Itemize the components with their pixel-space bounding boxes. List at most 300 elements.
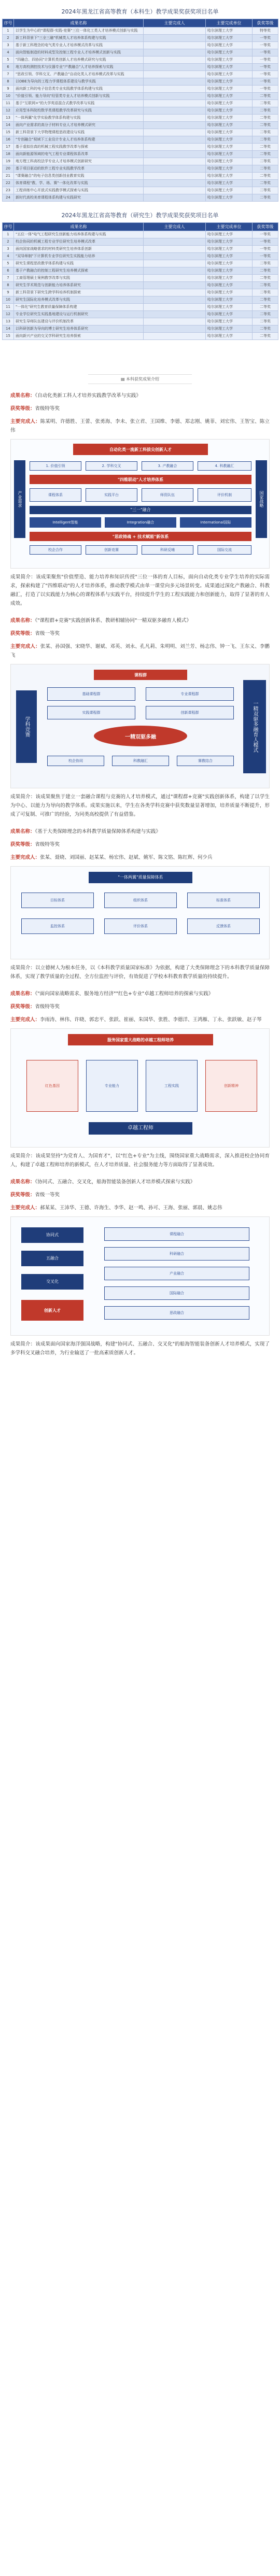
cell-people [144,325,206,333]
diagram-step: 创新人才 [21,1300,83,1321]
cell-index: 1 [3,231,14,238]
grad-table-title: 2024年黑龙江省高等教育（研究生）教学成果奖获奖项目名单 [61,212,219,219]
result-5 [0,1178,280,1357]
diagram-block: 反馈体系 [187,918,260,934]
cell-index: 7 [3,71,14,78]
cell-index: 11 [3,100,14,107]
diagram-block: 目标体系 [21,893,94,908]
diagram-side: 课程融合 [104,1227,249,1241]
cell-level: 二等奖 [253,333,278,340]
cell-index: 22 [3,180,14,187]
cell-people [144,275,206,282]
cell-name: 基于"互联网+"的大学英语混合式教学改革与实践 [14,100,144,107]
table-row [3,49,278,56]
cell-people [144,78,206,86]
table-row [3,56,278,64]
cell-people [144,238,206,246]
cell-index: 12 [3,107,14,115]
diagram-step: 协同式 [21,1227,83,1243]
cell-index: 4 [3,253,14,260]
table-row [3,325,278,333]
cell-name: 基于项目驱动的软件工程专业实践教学改革 [14,165,144,173]
cell-name: 研究生学术规范与创新能力培养体系研究 [14,282,144,289]
cell-name: 新工科背景下大学物理课程思政建设与实践 [14,129,144,136]
cell-people [144,187,206,194]
cell-index: 15 [3,129,14,136]
diagram-item: 基础课程群 [47,687,135,701]
table-row [3,129,278,136]
table-row [3,187,278,194]
cell-level: 二等奖 [253,115,278,122]
table-row [3,231,278,238]
cell-people [144,86,206,93]
cell-unit: 哈尔滨理工大学 [206,86,253,93]
cell-people [144,122,206,129]
cell-name: 工程训练中心开放式实践教学模式探索与实践 [14,187,144,194]
cell-unit: 哈尔滨理工大学 [206,27,253,35]
cell-unit: 哈尔滨理工大学 [206,93,253,100]
cell-index: 2 [3,35,14,42]
result-award-label: 获奖等级： [10,406,35,412]
ug-award-table [2,19,278,202]
cell-index: 9 [3,86,14,93]
table-row [3,194,278,202]
result-people: 张某、孙国强、宋晓华、谢斌、邓英、刘永、孔凡莉、朱明明、刘兰芳、杨志伟、钟一飞、王东义、李鹏飞 [10,644,270,658]
table-row [3,333,278,340]
cell-people [144,282,206,289]
result-5-diagram [10,1216,270,1336]
cell-unit: 哈尔滨理工大学 [206,42,253,49]
result-name-label: 成果名称： [10,991,35,997]
diagram-right-label: 国家战略 [256,460,267,538]
cell-index: 3 [3,42,14,49]
cell-level: 二等奖 [253,304,278,311]
cell-level: 二等奖 [253,296,278,304]
diagram-pill: Integration融合 [105,517,176,528]
cell-level: 一等奖 [253,42,278,49]
table-row [3,27,278,35]
table-row [3,165,278,173]
result-2-diagram [10,664,270,788]
diagram-core: 一精双驱多融 [94,726,187,746]
result-name: 《基于大类保障理念的本科教学质量保障体系构建与实践》 [35,829,161,834]
diagram-step: 4. 科教融汇 [198,461,251,471]
cell-unit: 哈尔滨理工大学 [206,253,253,260]
diagram-step: 1. 价值引领 [30,461,81,471]
cell-index: 6 [3,64,14,71]
result-1 [0,391,280,608]
cell-level: 二等奖 [253,165,278,173]
diagram-title: 自动化类一流新工科拔尖创新人才 [73,444,208,455]
result-award-label: 获奖等级： [10,631,35,636]
result-1-diagram [10,439,270,569]
col-header-name: 成果名称 [14,19,144,27]
result-award-label: 获奖等级： [10,1192,35,1198]
cell-name: "一体化"研究生教育质量保障体系构建 [14,304,144,311]
cell-index: 15 [3,333,14,340]
cell-level: 二等奖 [253,260,278,267]
cell-name: 校企协同的机械工程专业学位研究生培养模式改革 [14,238,144,246]
cell-level: 特等奖 [253,27,278,35]
diagram-title: 服务国家重大战略的卓越工程师培养 [68,1034,213,1045]
cell-name: 研究生课程思政教学体系构建与实践 [14,260,144,267]
diagram-mid-band: "四维联动"人才培养体系 [30,475,251,484]
cell-index: 5 [3,260,14,267]
diagram-center-label: 课程群 [94,670,187,680]
diagram-step: 3. 产教融合 [142,461,193,471]
cell-level: 一等奖 [253,253,278,260]
table-row [3,238,278,246]
cell-index: 1 [3,27,14,35]
cell-unit: 哈尔滨理工大学 [206,78,253,86]
table-row [3,318,278,325]
table-row [3,64,278,71]
cell-unit: 哈尔滨理工大学 [206,231,253,238]
cell-people [144,318,206,325]
cell-people [144,194,206,202]
cell-people [144,173,206,180]
result-people: 张某、聂晓、刘国丽、赵某某、杨宏伟、赵斌、姚军、陈文铭、陈红辉、何少兵 [40,855,213,860]
result-people-label: 主要完成人： [10,644,40,649]
cell-people [144,115,206,122]
diagram-base: 国际交流 [198,545,251,555]
cell-index: 18 [3,151,14,158]
diagram-step: 交叉化 [21,1274,83,1290]
cell-people [144,49,206,56]
cell-people [144,296,206,304]
cell-unit: 哈尔滨理工大学 [206,304,253,311]
diagram-block: 评价体系 [104,918,177,934]
result-desc: 成果简介：该成果聚焦"价值塑造、能力培养和知识传授"三位一体的育人目标，面向自动化类专业学生培养的实际需求，探索构建了"四维联动"的人才培养体系，推动教学模式由单一课堂向多元场景转变。成果通过深化产教融合、科教融汇，打造了以实践能力为核心的课程体系与实践平台，持续提升学生的工程实践能力和创新能力，取得了显著的育人成效。 [10,574,270,606]
cell-unit: 哈尔滨理工大学 [206,158,253,165]
cell-unit: 哈尔滨理工大学 [206,289,253,296]
cell-unit: 哈尔滨理工大学 [206,49,253,56]
cell-unit: 哈尔滨理工大学 [206,187,253,194]
table-row [3,136,278,144]
diagram-block: 组织体系 [104,893,177,908]
col-header-people: 主要完成人 [144,223,206,231]
result-people: 李雨涛、林伟、许晓、郭忠平、张跃、崔丽、朱国华、张胜、李德洋、王鸿雁、丁永、张跃敏、赵子琴 [40,1017,262,1023]
cell-name: 以科研创新为导向的博士研究生培养体系研究 [14,325,144,333]
cell-unit: 哈尔滨理工大学 [206,246,253,253]
cell-people [144,64,206,71]
table-row [3,282,278,289]
diagram-bottom: 赛教结合 [177,756,234,766]
cell-name: 应用型本科院校数学类课程教学改革研究与实践 [14,107,144,115]
cell-people [144,35,206,42]
cell-name: 面向国家战略需求的材料类研究生培养体系创新 [14,246,144,253]
cell-index: 20 [3,165,14,173]
cell-people [144,304,206,311]
cell-level: 二等奖 [253,107,278,115]
cell-level: 二等奖 [253,129,278,136]
cell-name: 新工科背景下研究生跨学科培养机制探索 [14,289,144,296]
cell-unit: 哈尔滨理工大学 [206,325,253,333]
cell-people [144,27,206,35]
ug-table-title: 2024年黑龙江省高等教育（本科生）教学成果奖获奖项目名单 [61,8,219,15]
cell-index: 12 [3,311,14,318]
table-row [3,267,278,275]
cell-people [144,136,206,144]
diagram-pill: International国际 [180,517,251,528]
diagram-bottom: 校企协同 [47,756,104,766]
cell-level: 二等奖 [253,187,278,194]
diagram-side: 产业融合 [104,1267,249,1280]
cell-level: 二等奖 [253,318,278,325]
diagram-bottom: 科教融汇 [112,756,169,766]
cell-people [144,93,206,100]
cell-unit: 哈尔滨理工大学 [206,311,253,318]
result-3 [0,827,280,981]
cell-people [144,260,206,267]
cell-unit: 哈尔滨理工大学 [206,144,253,151]
col-header-unit: 主要完成单位 [206,19,253,27]
cell-level: 二等奖 [253,282,278,289]
diagram-title: "一体两翼"质量保障体系 [89,872,192,883]
cell-people [144,165,206,173]
cell-name: 基于新工科理念的电气类专业人才培养模式改革与实践 [14,42,144,49]
cell-index: 21 [3,173,14,180]
cell-index: 17 [3,144,14,151]
diagram-pillar: 工程实践 [146,1060,198,1112]
cell-unit: 哈尔滨理工大学 [206,238,253,246]
cell-name: 面向新兴产业的交叉学科研究生培养探索 [14,333,144,340]
cell-people [144,71,206,78]
result-people: 陈某明、许德胜、王蕾、张勇海、李未、张立君、王国维、李德、郑志刚、姚菲、刘宏伟、王智宝、陈立伟 [10,419,270,433]
cell-unit: 哈尔滨理工大学 [206,71,253,78]
cell-level: 二等奖 [253,180,278,187]
cell-unit: 哈尔滨理工大学 [206,151,253,158]
cell-name: "价值引领、能力导向"经管类专业人才培养模式创新与实践 [14,93,144,100]
cell-name: 面向新工科的电子信息类专业实践教学体系构建与实践 [14,86,144,93]
cell-name: 专业学位研究生实践基地建设与运行机制研究 [14,311,144,318]
result-name: 《"课程群+竞赛"实践创新体系、教研相辅协同"一精双驱多融育人模式》 [35,618,191,624]
diagram-left-label: 学科竞赛 [16,690,37,763]
result-4 [0,989,280,1169]
cell-level: 一等奖 [253,56,278,64]
cell-unit: 哈尔滨理工大学 [206,173,253,180]
result-desc: 成果简介：该成果聚焦于建立一套融合课程与竞赛的人才培养模式，通过"课程群+竞赛"实践创新体系，构建了以学生为中心、以能力为导向的教学体系。成果实施以来，学生在各类学科竞赛中获奖数量显著增加，培养质量不断提升，形成了可复制、可推广的经验，为同类高校提供了有益借鉴。 [10,794,270,817]
diagram-pillar: 红色基因 [26,1060,78,1112]
cell-name: "双导师制"下计算机专业学位研究生实践能力培养 [14,253,144,260]
diagram-bottom: 卓越工程师 [89,1122,192,1135]
cell-index: 13 [3,318,14,325]
cell-index: 10 [3,93,14,100]
table-row [3,296,278,304]
result-award-label: 获奖等级： [10,1004,35,1010]
cell-name: 体育课程"教、学、练、赛"一体化改革与实践 [14,180,144,187]
result-name: 《自动化类新工科人才培养实践教学改革与实践》 [35,393,141,399]
result-people: 郝某某、王沛华、王德、许海生、李华、赵一鸣、孙可、王海、张丽、郭晨、姚志伟 [40,1205,222,1211]
grad-award-table [2,222,278,340]
cell-unit: 哈尔滨理工大学 [206,194,253,202]
cell-level: 一等奖 [253,78,278,86]
cell-level: 二等奖 [253,194,278,202]
table-row [3,246,278,253]
cell-index: 13 [3,115,14,122]
cell-name: "五位一体"电气工程研究生创新能力培养体系构建与实践 [14,231,144,238]
diagram-side: 国际融合 [104,1286,249,1300]
table-row [3,253,278,260]
cell-unit: 哈尔滨理工大学 [206,333,253,340]
cell-people [144,129,206,136]
result-desc: 成果简介：该成果面向国家海洋强国战略，构建"协同式、五融合、交叉化"的船海智能装备创新人才培养模式，实现了多学科交叉融合培养，为行业输送了一批高素质创新人才。 [10,1341,270,1356]
cell-people [144,253,206,260]
col-header-people: 主要完成人 [144,19,206,27]
diagram-pillar: 专业能力 [86,1060,138,1112]
cell-index: 3 [3,246,14,253]
result-3-diagram [10,866,270,959]
cell-level: 二等奖 [253,275,278,282]
cell-level: 二等奖 [253,311,278,318]
cell-level: 二等奖 [253,173,278,180]
cell-name: 以学生为中心的"课程群-实践-竞赛"三位一体化工类人才培养模式创新与实践 [14,27,144,35]
cell-name: 研究生国际化培养模式改革与实践 [14,296,144,304]
cell-unit: 哈尔滨理工大学 [206,115,253,122]
cell-index: 19 [3,158,14,165]
col-header-level: 获奖等级 [253,223,278,231]
diagram-block: 评价机制 [198,488,251,502]
cell-index: 5 [3,56,14,64]
cell-people [144,289,206,296]
cell-name: "一体两翼"化学实验教学体系构建与实践 [14,115,144,122]
diagram-band: "三一"融合 [30,506,251,514]
diagram-left-label: 产业需求 [14,460,25,538]
cell-unit: 哈尔滨理工大学 [206,129,253,136]
table-row [3,180,278,187]
cell-index: 8 [3,78,14,86]
list-icon: ▤ [120,377,127,381]
result-2 [0,616,280,819]
table-row [3,151,278,158]
cell-name: 面向产业需求的高分子材料专业人才培养模式研究 [14,122,144,129]
cell-people [144,267,206,275]
diagram-step: 五融合 [21,1251,83,1266]
result-award: 省级特等奖 [35,842,60,847]
result-people-label: 主要完成人： [10,419,40,424]
cell-unit: 哈尔滨理工大学 [206,296,253,304]
result-4-diagram [10,1028,270,1148]
cell-unit: 哈尔滨理工大学 [206,318,253,325]
cell-unit: 哈尔滨理工大学 [206,275,253,282]
cell-people [144,246,206,253]
table-row [3,122,278,129]
cell-name: 基于虚拟仿真的机械工程实践教学改革与探索 [14,144,144,151]
cell-level: 一等奖 [253,246,278,253]
cell-people [144,100,206,107]
cell-unit: 哈尔滨理工大学 [206,56,253,64]
cell-index: 8 [3,282,14,289]
cell-level: 一等奖 [253,64,278,71]
cell-name: 新工科背景下"三全三融"机械类人才培养体系构建与实践 [14,35,144,42]
table-row [3,173,278,180]
cell-unit: 哈尔滨理工大学 [206,180,253,187]
cell-people [144,180,206,187]
cell-people [144,144,206,151]
cell-name: "课赛融合"的电子信息类创新创业教育实践 [14,173,144,180]
result-award: 省级一等奖 [35,631,60,636]
diagram-pillar: 创新精神 [205,1060,257,1112]
table-row [3,100,278,107]
cell-people [144,311,206,318]
cell-name: 面向新能源领域的电气工程专业课程体系改革 [14,151,144,158]
diagram-base: 校企合作 [30,545,81,555]
table-row [3,35,278,42]
table-row [3,86,278,93]
diagram-item: 实践课程群 [47,706,135,719]
cell-level: 二等奖 [253,93,278,100]
col-header-index: 序号 [3,223,14,231]
cell-level: 二等奖 [253,151,278,158]
cell-index: 7 [3,275,14,282]
cell-index: 9 [3,289,14,296]
result-award-label: 获奖等级： [10,842,35,847]
diagram-block: 课程体系 [30,488,81,502]
cell-level: 二等奖 [253,289,278,296]
cell-level: 一等奖 [253,238,278,246]
diagram-item: 创新课程群 [146,706,234,719]
table-row [3,42,278,49]
cell-name: 工商管理硕士案例教学改革与实践 [14,275,144,282]
cell-unit: 哈尔滨理工大学 [206,64,253,71]
cell-level: 二等奖 [253,158,278,165]
cell-level: 二等奖 [253,144,278,151]
diagram-foot: "思政铸魂 + 技术赋能"新体系 [30,532,251,541]
table-row [3,158,278,165]
result-name-label: 成果名称： [10,829,35,834]
table-row [3,311,278,318]
cell-level: 一等奖 [253,49,278,56]
result-name: 《"面向国家战略需求、服务地方经济""红色+专业"卓越工程师培养的探索与实践》 [35,991,214,997]
diagram-block: 师资队伍 [142,488,193,502]
cell-name: "四融合、四协同"计算机类创新人才培养模式研究与实践 [14,56,144,64]
cell-level: 一等奖 [253,231,278,238]
cell-level: 二等奖 [253,325,278,333]
result-award: 省级特等奖 [35,1004,60,1010]
cell-unit: 哈尔滨理工大学 [206,267,253,275]
cell-level: 一等奖 [253,86,278,93]
diagram-item: 专业课程群 [146,687,234,701]
table-row [3,93,278,100]
cell-index: 6 [3,267,14,275]
cell-name: "专创融合"视域下工业设计专业人才培养体系构建 [14,136,144,144]
table-row [3,71,278,78]
cell-level: 二等奖 [253,136,278,144]
cell-index: 24 [3,194,14,202]
cell-index: 10 [3,296,14,304]
result-name-label: 成果名称： [10,1179,35,1185]
result-name-label: 成果名称： [10,393,35,399]
diagram-block: 监控体系 [21,918,94,934]
col-header-name: 成果名称 [14,223,144,231]
table-row [3,144,278,151]
diagram-right-label: 一精双驱多融育人模式 [243,680,266,773]
cell-name: 以OBE为导向的工程力学课程体系建设与教学实践 [14,78,144,86]
result-award: 省级特等奖 [35,406,60,412]
cell-index: 16 [3,136,14,144]
cell-name: 基于产教融合的控制工程研究生培养模式探索 [14,267,144,275]
cell-level: 二等奖 [253,100,278,107]
diagram-base: 创新竞赛 [86,545,137,555]
diagram-side: 思政融合 [104,1306,249,1320]
cell-unit: 哈尔滨理工大学 [206,260,253,267]
table-row [3,107,278,115]
cell-unit: 哈尔滨理工大学 [206,165,253,173]
result-people-label: 主要完成人： [10,1017,40,1023]
diagram-pill: Intelligent智能 [30,517,101,528]
table-row [3,304,278,311]
cell-index: 14 [3,325,14,333]
